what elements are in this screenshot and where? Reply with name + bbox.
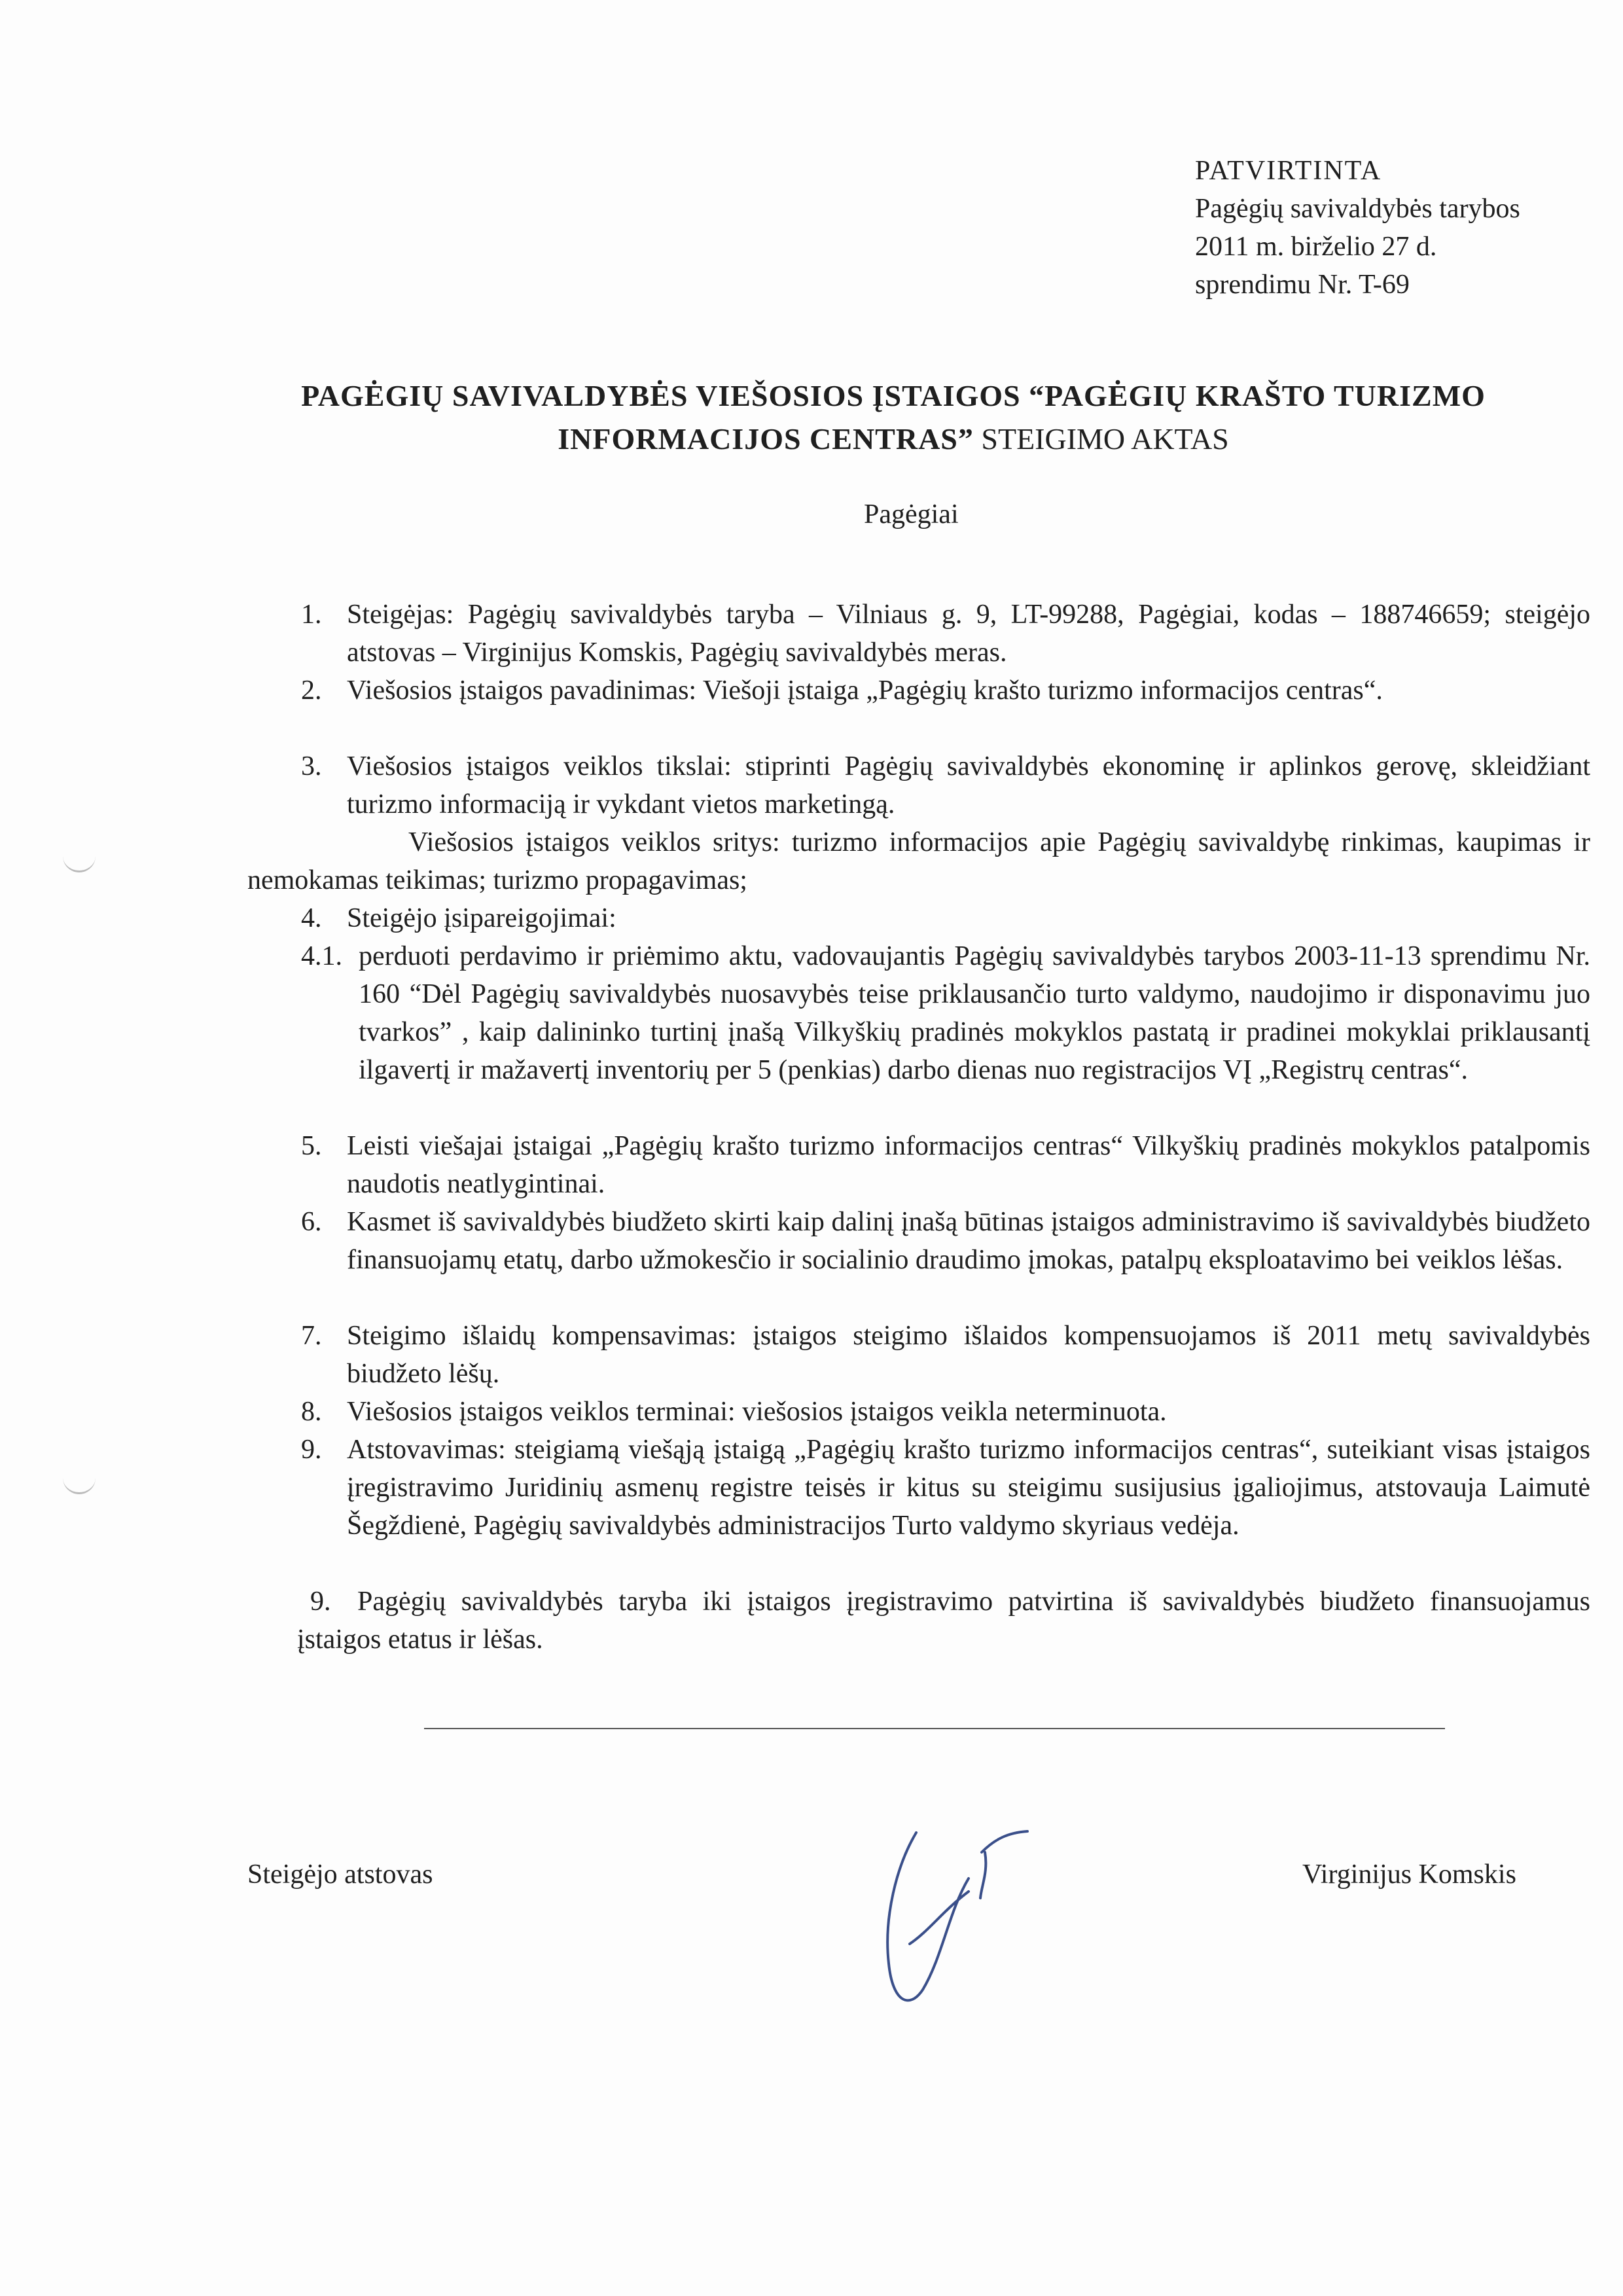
title-line-2-bold: INFORMACIJOS CENTRAS” — [558, 422, 974, 456]
item-number: 7. — [301, 1321, 322, 1351]
punch-hole-mark — [63, 1466, 96, 1494]
item-number: 4.1. — [301, 941, 342, 971]
item-text: Kasmet iš savivaldybės biudžeto skirti kaip dalinį įnašą būtinas įstaigos administravimo iš savivaldybės biudžeto finansuojamų etatų, darbo užmokesčio ir socialinio draudimo įmokas, patalpų eksploatavimo bei veiklos lėšas. — [347, 1207, 1590, 1275]
item-text: Atstovavimas: steigiamą viešąją įstaigą „Pagėgių krašto turizmo informacijos centras“, suteikiant visas įstaigos įregistravimo Juridinių asmenų registre teisės ir kitus su steigimu susijusius įgaliojimus, atstovauja Laimutė Šegždienė, Pagėgių savivaldybės administracijos Turto valdymo skyriaus vedėja. — [347, 1435, 1590, 1541]
item-text: Leisti viešajai įstaigai „Pagėgių krašto turizmo informacijos centras“ Vilkyškių pradinės mokyklos patalpomis naudotis neatlygintinai. — [347, 1131, 1590, 1199]
place-name: Pagėgiai — [864, 499, 959, 529]
approval-line-date: 2011 m. birželio 27 d. — [1195, 232, 1437, 262]
item-text: Steigimo išlaidų kompensavimas: įstaigos steigimo išlaidos kompensuojamos iš 2011 metų savivaldybės biudžeto lėšų. — [347, 1321, 1590, 1389]
handwritten-signature — [870, 1813, 1041, 2022]
item-text: Steigėjas: Pagėgių savivaldybės taryba – Vilniaus g. 9, LT-99288, Pagėgiai, kodas – 188746659; steigėjo atstovas – Virginijus Komskis, Pagėgių savivaldybės meras. — [347, 600, 1590, 668]
item-number: 3. — [301, 751, 322, 781]
item-number: 8. — [301, 1397, 322, 1427]
item-number: 9. — [310, 1587, 331, 1617]
item-number: 5. — [301, 1131, 322, 1161]
punch-hole-mark — [63, 844, 96, 872]
item-text: Viešosios įstaigos veiklos terminai: viešosios įstaigos veikla neterminuota. — [347, 1397, 1167, 1427]
approval-block — [1195, 152, 1520, 304]
item-text: Steigėjo įsipareigojimai: — [347, 903, 616, 933]
item-number: 1. — [301, 600, 322, 630]
signature-label: Steigėjo atstovas — [247, 1859, 433, 1890]
approval-heading: PATVIRTINTA — [1195, 156, 1382, 186]
document-title — [196, 374, 1590, 461]
item-text: Viešosios įstaigos veiklos tikslai: stiprinti Pagėgių savivaldybės ekonominę ir aplinkos gerovę, skleidžiant turizmo informaciją ir vykdant vietos marketingą. — [347, 751, 1590, 819]
item-number: 4. — [301, 903, 322, 933]
item-number: 2. — [301, 675, 322, 706]
title-line-2-normal: STEIGIMO AKTAS — [981, 422, 1229, 456]
signatory-name: Virginijus Komskis — [1302, 1859, 1516, 1890]
item-text: Viešosios įstaigos veiklos sritys: turizmo informacijos apie Pagėgių savivaldybę rinkimas, kaupimas ir nemokamas teikimas; turizmo propagavimas; — [247, 827, 1590, 895]
item-number: 9. — [301, 1435, 322, 1465]
item-text: Viešosios įstaigos pavadinimas: Viešoji įstaiga „Pagėgių krašto turizmo informacijos centras“. — [347, 675, 1383, 706]
approval-line-council: Pagėgių savivaldybės tarybos — [1195, 194, 1520, 224]
item-number: 6. — [301, 1207, 322, 1237]
approval-line-decision: sprendimu Nr. T-69 — [1195, 270, 1410, 300]
item-text: perduoti perdavimo ir priėmimo aktu, vadovaujantis Pagėgių savivaldybės tarybos 2003-11-13 sprendimu Nr. 160 “Dėl Pagėgių savivaldybės nuosavybės teise priklausančio turto valdymo, naudojimo ir disponavimu juo tvarkos” , kaip dalininko turtinį įnašą Vilkyškių pradinės mokyklos pastatą ir pradinei mokyklai priklausantį ilgavertį ir mažavertį inventorių per 5 (penkias) darbo dienas nuo registracijos VĮ „Registrų centras“. — [359, 941, 1590, 1085]
title-line-1: PAGĖGIŲ SAVIVALDYBĖS VIEŠOSIOS ĮSTAIGOS “PAGĖGIŲ KRAŠTO TURIZMO — [301, 379, 1486, 412]
divider-line — [424, 1728, 1445, 1729]
item-text: Pagėgių savivaldybės taryba iki įstaigos įregistravimo patvirtina iš savivaldybės biudžeto finansuojamus įstaigos etatus ir lėšas. — [297, 1587, 1590, 1655]
